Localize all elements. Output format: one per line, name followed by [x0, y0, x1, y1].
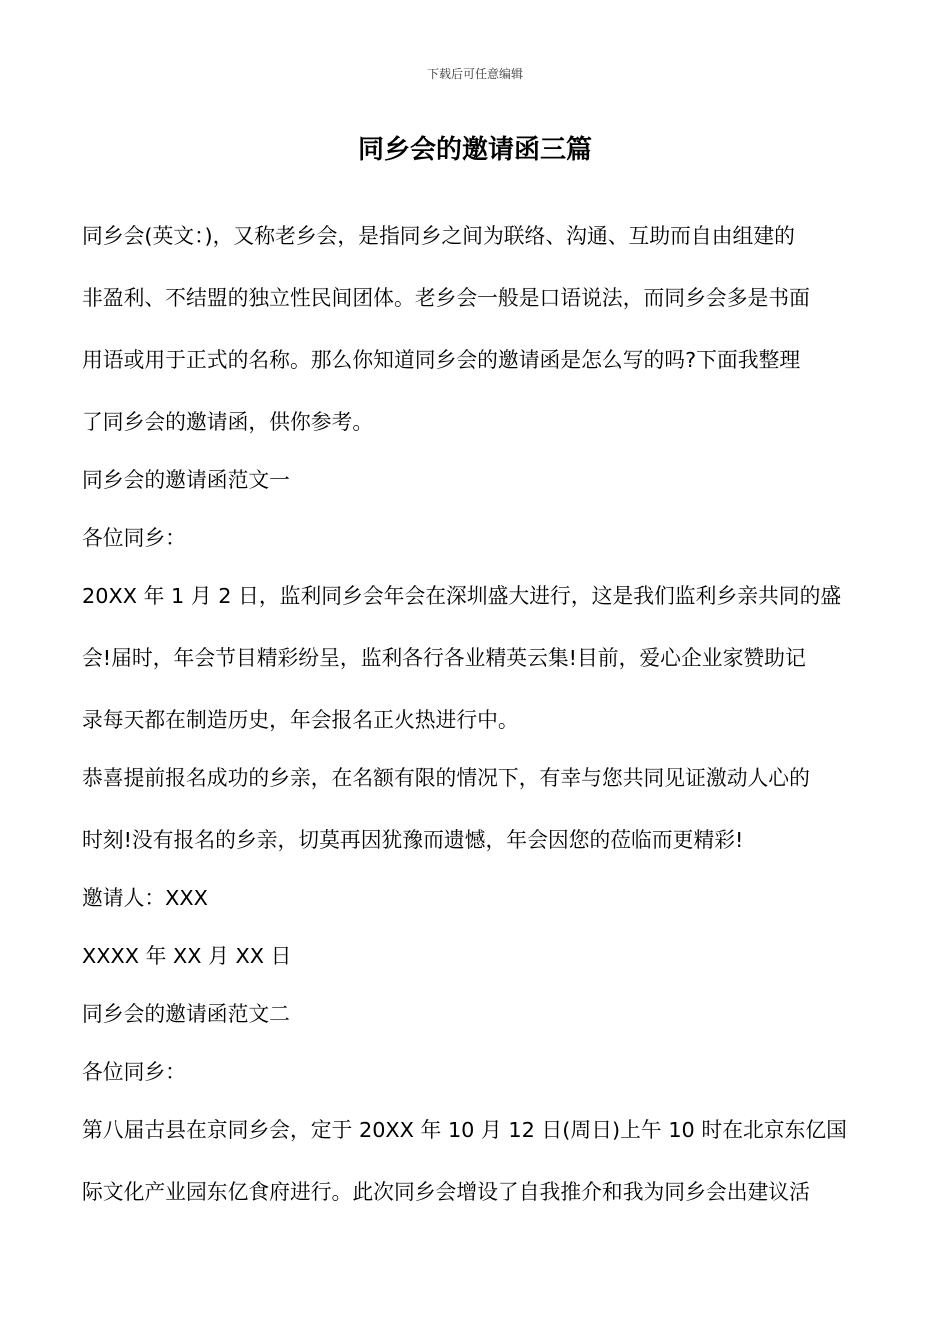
section2-salutation: 各位同乡： [82, 1060, 186, 1084]
paragraph-line: 20XX 年 1 月 2 日，监利同乡会年会在深圳盛大进行，这是我们监利乡亲共同的盛 [82, 584, 842, 608]
section2-paragraph-1 [82, 1112, 872, 1236]
paragraph-line: 时刻!没有报名的乡亲，切莫再因犹豫而遗憾，年会因您的莅临而更精彩! [82, 828, 744, 852]
document-title: 同乡会的邀请函三篇 [357, 135, 592, 165]
intro-line: 用语或用于正式的名称。那么你知道同乡会的邀请函是怎么写的吗?下面我整理 [82, 348, 801, 372]
paragraph-line: 录每天都在制造历史，年会报名正火热进行中。 [82, 708, 519, 732]
intro-line: 非盈利、不结盟的独立性民间团体。老乡会一般是口语说法，而同乡会多是书面 [82, 286, 810, 310]
paragraph-line: 际文化产业园东亿食府进行。此次同乡会增设了自我推介和我为同乡会出建议活 [82, 1180, 810, 1204]
header-note: 下载后可任意编辑 [426, 67, 523, 81]
document-body [82, 218, 872, 1236]
paragraph-line: 恭喜提前报名成功的乡亲，在名额有限的情况下，有幸与您共同见证激动人心的 [82, 766, 810, 790]
section1-paragraph-1 [82, 578, 872, 760]
section1-date: XXXX 年 XX 月 XX 日 [82, 944, 292, 968]
section2-heading: 同乡会的邀请函范文二 [82, 1002, 290, 1026]
intro-line: 了同乡会的邀请函，供你参考。 [82, 410, 374, 434]
section1-paragraph-2 [82, 760, 872, 880]
intro-paragraph [82, 218, 872, 462]
paragraph-line: 会!届时，年会节目精彩纷呈，监利各行各业精英云集!目前，爱心企业家赞助记 [82, 646, 806, 670]
section1-heading: 同乡会的邀请函范文一 [82, 468, 290, 492]
section1-inviter: 邀请人：XXX [82, 886, 208, 910]
intro-line: 同乡会(英文：)，又称老乡会，是指同乡之间为联络、沟通、互助而自由组建的 [82, 224, 795, 248]
section1-salutation: 各位同乡： [82, 526, 186, 550]
paragraph-line: 第八届古县在京同乡会，定于 20XX 年 10 月 12 日(周日)上午 10 时在北京东亿国 [82, 1118, 847, 1142]
